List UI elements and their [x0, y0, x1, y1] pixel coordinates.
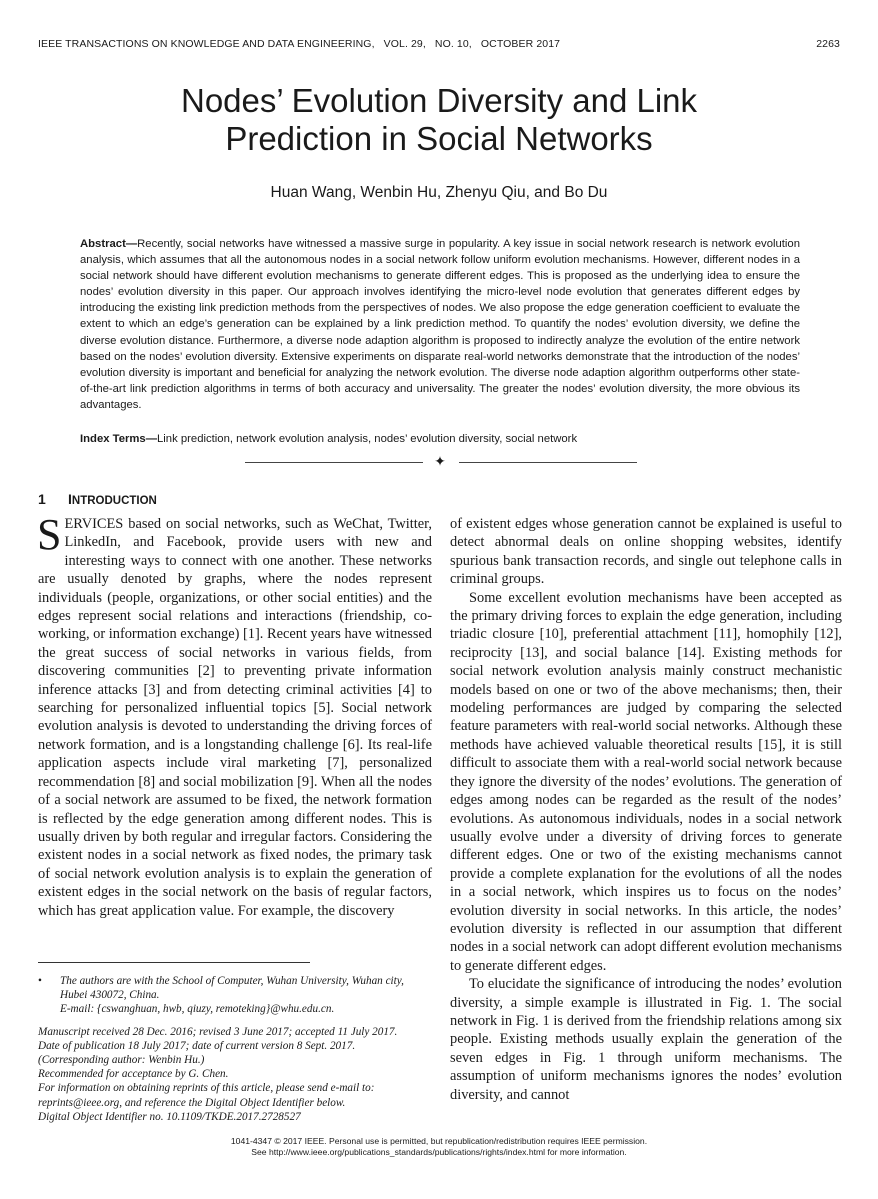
copyright-line-1: 1041-4347 © 2017 IEEE. Personal use is permitted, but republication/redistribution requires IEEE permission.: [230, 1136, 648, 1146]
publication-dates: Date of publication 18 July 2017; date of current version 8 Sept. 2017.: [38, 1039, 356, 1052]
abstract-text: Recently, social networks have witnessed a massive surge in popularity. A key issue in social network research is network evolution analysis, which assumes that all the autonomous nodes in a social network follow uniform evolution mechanisms. However, different nodes in a social network should have different evolution mechanisms to generate different edges. This is proposed as the underlying idea to ensure the nodes’ evolution diversity in this paper. Our approach involves identifying the micro-level node evolution that generates different edges by introducing the existing link prediction methods from the perspectives of nodes. We also propose the edge generation coefficient to evaluate the extent to which an edge’s generation can be explained by a link prediction method. To quantify the nodes’ evolution diversity, we define the diverse evolution distance. Furthermore, a diverse node adaption algorithm is proposed to indirectly analyze the evolution of the entire network based on the nodes’ evolution diversity. Extensive experiments on disparate real-world networks demonstrate that the introduction of the nodes’ evolution diversity is important and beneficial for analyzing the network evolution. The diverse node adaption algorithm outperforms other state-of-the-art link prediction algorithms in terms of both accuracy and universality. The greater the nodes’ evolution diversity, the more obvious its advantages.: [80, 238, 800, 411]
section-heading: [38, 491, 157, 507]
paper-title: [60, 82, 818, 158]
index-terms-label: Index Terms—: [80, 433, 158, 445]
affiliation-email: E-mail: {cswanghuan, hwb, qiuzy, remoteking}@whu.edu.cn.: [60, 1003, 335, 1016]
affiliation-text: The authors are with the School of Computer, Wuhan University, Wuhan city, Hubei 430072, China.: [60, 975, 404, 1002]
body-paragraph: Some excellent evolution mechanisms have been accepted as the primary driving forces to explain the edge generation, including triadic closure [10], preferential attachment [11], homophily [12], reciprocity [13], and social balance [14]. Existing methods for social network evolution analysis mainly construct mechanistic models based on one or two of the above mechanisms; then, their modeling performances are judged by comparing the selected feature parameters with real-world social networks. Although these methods have achieved valuable theoretical results [15], it is still difficult to associate them with a real-world social network because they ignore the diversity of the nodes’ evolutions. The generation of edges among nodes can be regarded as the result of the nodes’ evolutions. As autonomous individuals, nodes in a social network usually evolve under a diversity of driving forces to generate different edges. One or two of the existing mechanisms cannot provide a complete explanation for the evolutions of all the nodes in a social network, which inspires us to focus on the nodes’ evolution diversity in social networks. In this article, the nodes’ evolution diversity is reflected in our assumption that different nodes in a social network can adopt different evolution mechanisms to generate different edges.: [450, 589, 842, 974]
paragraph-text: based on social networks, such as WeChat, Twitter, LinkedIn, and Facebook, provide users with new and interesting ways to connect with one another. These networks are usually denoted by graphs, where the nodes represent individuals (people, organizations, or other social entities) and the edges represent social relations and interactions (friendship, co-working, or information exchange) [1]. Recent years have witnessed the great success of social networks in various fields, from discovering communities [2] to preventing private information inference attacks [3] and from detecting criminal activities [4] to searching for personalized influential topics [5]. Social network evolution analysis is devoted to understanding the driving forces of network formation, and is a longstanding challenge [6]. Its real-life application aspects include viral marketing [7], personalized recommendation [8] and social mobilization [9]. When all the nodes of a social network are assumed to be fixed, the network formation is reflected by the edge generation among different nodes. This is usually driven by both regular and irregular factors. Considering the existent nodes in a social network as fixed nodes, the primary task of social network evolution analysis is to explain the generation of existent edges in the social network on the basis of regular factors, which has great application value. For example, the discovery: [38, 516, 433, 919]
title-line-1: Nodes’ Evolution Diversity and Link: [180, 82, 698, 119]
index-terms: [80, 431, 800, 447]
index-terms-text: Link prediction, network evolution analysis, nodes’ evolution diversity, social network: [157, 433, 578, 445]
abstract: [80, 236, 800, 413]
bullet-icon: •: [38, 975, 42, 987]
body-paragraph: of existent edges whose generation cannot be explained is useful to detect abnormal deals on online shopping websites, identify spurious bank transaction records, and single out telephone calls in criminal groups.: [450, 516, 842, 588]
running-header: [38, 38, 840, 52]
journal-info: IEEE TRANSACTIONS ON KNOWLEDGE AND DATA ENGINEERING, VOL. 29, NO. 10, OCTOBER 2017: [38, 38, 561, 50]
body-paragraph: [37, 510, 433, 920]
separator-line-right: [459, 462, 637, 463]
footnote-rule: [38, 962, 310, 963]
section-title-rest: NTRODUCTION: [71, 495, 157, 507]
section-title-initial: I: [68, 491, 72, 507]
page-number: 2263: [816, 38, 840, 50]
section-separator: [245, 455, 637, 471]
smallcaps-lead: ERVICES: [64, 516, 124, 532]
doi: Digital Object Identifier no. 10.1109/TKDE.2017.2728527: [38, 1110, 301, 1123]
body-column-left: [37, 510, 433, 920]
section-number: 1: [38, 491, 46, 507]
copyright-line-2: See http://www.ieee.org/publications_standards/publications/rights/index.html for more information.: [251, 1146, 627, 1157]
footnotes: [38, 974, 432, 1124]
corresponding-author: (Corresponding author: Wenbin Hu.): [38, 1054, 205, 1067]
reprints-info: For information on obtaining reprints of this article, please send e-mail to: reprints@ieee.org, and reference the Digital Object Identifier below.: [38, 1082, 375, 1109]
title-line-2: Prediction in Social Networks: [225, 120, 653, 157]
abstract-label: Abstract—: [80, 238, 138, 250]
separator-line-left: [245, 462, 423, 463]
author-list: Huan Wang, Wenbin Hu, Zhenyu Qiu, and Bo Du: [270, 184, 608, 201]
body-column-right: [450, 515, 842, 1104]
drop-cap: S: [37, 510, 62, 559]
copyright-notice: [60, 1136, 818, 1157]
separator-star-icon: ✦: [434, 455, 446, 470]
affiliation-footnote: [38, 974, 432, 1017]
manuscript-dates: Manuscript received 28 Dec. 2016; revised 3 June 2017; accepted 11 July 2017.: [38, 1025, 398, 1038]
body-paragraph: To elucidate the significance of introducing the nodes’ evolution diversity, a simple example is illustrated in Fig. 1. The social network in Fig. 1 is derived from the friendship relations among six people. Existing methods usually explain the generation of the seven edges in Fig. 1 through uniform mechanisms. The assumption of uniform mechanisms ignores the nodes’ evolution diversity, and cannot: [450, 976, 842, 1103]
recommended-by: Recommended for acceptance by G. Chen.: [38, 1068, 229, 1081]
